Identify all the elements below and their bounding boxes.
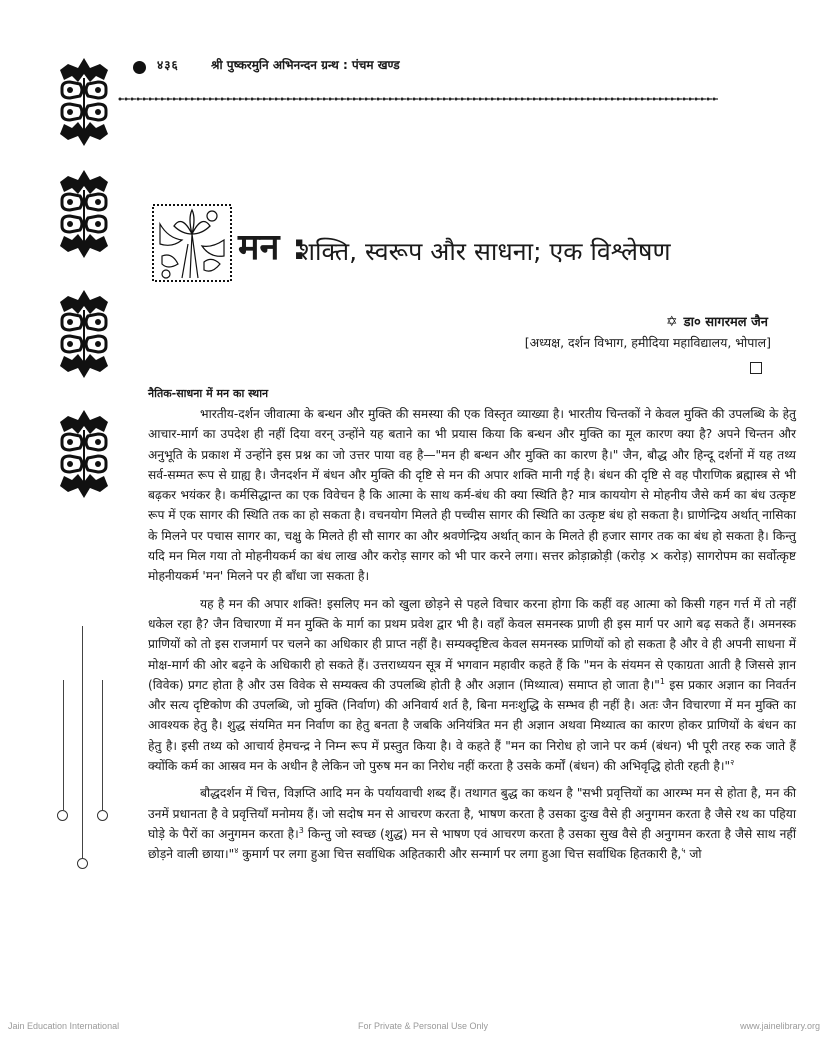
paragraph: यह है मन की अपार शक्ति! इसलिए मन को खुला छोड़ने से पहले विचार करना होगा कि कहीं वह आत्मा को किसी गहन गर्त्त में तो नहीं धकेल रहा है? जैन विचारणा में मन मुक्ति के मार्ग का प्रथम प्रवेश द्वार भी है। वहाँ केवल समनस्क प्राणी ही इस मार्ग पर आगे बढ़ सकते हैं। अमनस्क प्राणियों को तो इस राजमार्ग पर चलने का अधिकार ही प्राप्त नहीं है। सम्यक्दृष्टित्व केवल समनस्क प्राणियों को हो सकता है और वे ही अपनी साधना में मोक्ष-मार्ग की ओर बढ़ने के अधिकारी हो सकते हैं। उत्तराध्ययन सूत्र में भगवान महावीर कहते हैं कि "मन के संयमन से एकाग्रता आती है जिससे ज्ञान (विवेक) प्रगट होता है और उस विवेक से सम्यक्त्व की उपलब्धि होती है और अज्ञान (मिथ्यात्व) समाप्त हो जाता है।"$^1$ इस प्रकार अज्ञान का निवर्तन और सत्य दृष्टिकोण की उपलब्धि, जो मुक्ति (निर्वाण) की अनिवार्य शर्त है, बिना मनःशुद्धि के सम्भव ही नहीं है। अतः जैन विचारणा में मन मुक्ति का आवश्यक हेतु है। शुद्ध संयमित मन निर्वाण का हेतु बनता है जबकि अनियंत्रित मन ही अज्ञान अथवा मिथ्यात्व का कारण होकर प्राणियों के बंधन का हेतु है। इसी तथ्य को आचार्य हेमचन्द्र ने निम्न रूप में प्रस्तुत किया है। वे कहते हैं "मन का निरोध हो जाने पर कर्म (बंधन) भी पूरी तरह रुक जाते हैं क्योंकि कर्म का आस्रव मन के अधीन है लेकिन जो पुरुष मन का निरोध नहीं करता है उसके कर्मों (बंधन) की अभिवृद्धि होती रहती है।"$^२$ [148, 596, 796, 774]
article-title-subtitle: शक्ति, स्वरूप और साधना; एक विश्लेषण [298, 237, 671, 266]
footnote-ref: ५ [681, 846, 686, 856]
paragraph: बौद्धदर्शन में चित्त, विज्ञप्ति आदि मन के पर्यायवाची शब्द हैं। तथागत बुद्ध का कथन है "सभी प्रवृत्तियों का आरम्भ मन से होता है, मन की उनमें प्रधानता है वे प्रवृत्तियाँ मनोमय हैं। जो सदोष मन से आचरण करता है, भाषण करता है उसका दुःख वैसे ही अनुगमन करता है जैसे रथ का पहिया घोड़े के पैरों का अनुगमन करता है।$^3$ किन्तु जो स्वच्छ (शुद्ध) मन से भाषण एवं आचरण करता है उसका सुख वैसे ही अनुगमन करता है जैसे साथ नहीं छोड़ने वाली छाया।"$^४$ कुमार्ग पर लगा हुआ चित्त सर्वाधिक अहितकारी और सन्मार्ग पर लगा हुआ चित्त सर्वाधिक हितकारी है,$^५$ जो [148, 786, 797, 862]
article-body [148, 404, 796, 872]
ring-icon [97, 810, 108, 821]
left-ornament-border [56, 58, 112, 558]
paragraph: भारतीय-दर्शन जीवात्मा के बन्धन और मुक्ति की समस्या की एक विस्तृत व्याख्या है। भारतीय चिन्तकों ने केवल मुक्ति की उपलब्धि के हेतु आचार-मार्ग का उपदेश ही नहीं दिया वरन् उन्होंने यह बताने का भी प्रयास किया कि बन्धन और मुक्ति का मूल कारण क्या है? अपने चिन्तन और अनुभूति के प्रकाश में उन्होंने इस प्रश्न का जो उत्तर पाया वह है—"मन ही बन्धन और मुक्ति का कारण है।" जैन, बौद्ध और हिन्दू दर्शनों में यह तथ्य सर्व-सम्मत रूप से ग्राह्य है। जैनदर्शन में बंधन और मुक्ति की दृष्टि से मन की अपार शक्ति मानी गई है। बंधन की दृष्टि से वह पौराणिक ब्रह्मास्त्र से भी बढ़कर भयंकर है। कर्मसिद्धान्त का एक विवेचन है कि आत्मा के साथ कर्म-बंध की क्या स्थिति है? मात्र काययोग से मोहनीय जैसे कर्म का बंध उत्कृष्ट रूप में एक सागर की स्थिति तक का हो सकता है। वचनयोग मिलते ही पच्चीस सागर की स्थिति का उत्कृष्ट बंध हो सकता है। घ्राणेन्द्रिय अर्थात् नासिका के मिलने पर पचास सागर का, चक्षु के मिलते ही सौ सागर का और श्रवणेन्द्रिय अर्थात् कान के मिलते ही हजार सागर तक का बंध हो सकता है। किन्तु यदि मन मिल गया तो मोहनीयकर्म का बंध लाख और करोड़ सागर को भी पार करने लगा। सत्तर क्रोड़ाक्रोड़ी (करोड़ × करोड़) सागरोपम का सर्वोत्कृष्ट मोहनीयकर्म 'मन' मिलने पर ही बाँधा जा सकता है। [148, 407, 796, 584]
footnote-ref: 1 [659, 676, 665, 686]
square-marker-icon [750, 362, 762, 374]
star-icon: ✡ [665, 314, 678, 330]
lotus-illustration-icon [152, 204, 232, 282]
section-heading: नैतिक-साधना में मन का स्थान [148, 387, 269, 400]
footnote-ref: 3 [298, 825, 304, 835]
ornament-icon [56, 58, 112, 558]
ring-icon [77, 858, 88, 869]
running-title: श्री पुष्करमुनि अभिनन्दन ग्रन्थ : पंचम खण्ड [211, 58, 400, 72]
article-title-main: मन : [238, 227, 307, 268]
decorative-line [63, 680, 64, 810]
author-name: डा० सागरमल जैन [683, 315, 768, 330]
decorative-line [82, 626, 83, 858]
footer-usage-note: For Private & Personal Use Only [358, 1021, 489, 1031]
author-affiliation: [अध्यक्ष, दर्शन विभाग, हमीदिया महाविद्यालय, भोपाल] [524, 335, 771, 350]
footer-publisher: Jain Education International [8, 1021, 120, 1031]
footnote-ref: ४ [234, 846, 239, 856]
author-line [666, 312, 768, 330]
bullet-icon [133, 61, 146, 74]
decorative-dotted-rule [118, 95, 718, 103]
page-number: ४३६ [157, 58, 179, 72]
decorative-line [102, 680, 103, 810]
footer-website-link[interactable]: www.jainelibrary.org [740, 1021, 820, 1031]
ring-icon [57, 810, 68, 821]
footnote-ref: २ [730, 757, 735, 767]
